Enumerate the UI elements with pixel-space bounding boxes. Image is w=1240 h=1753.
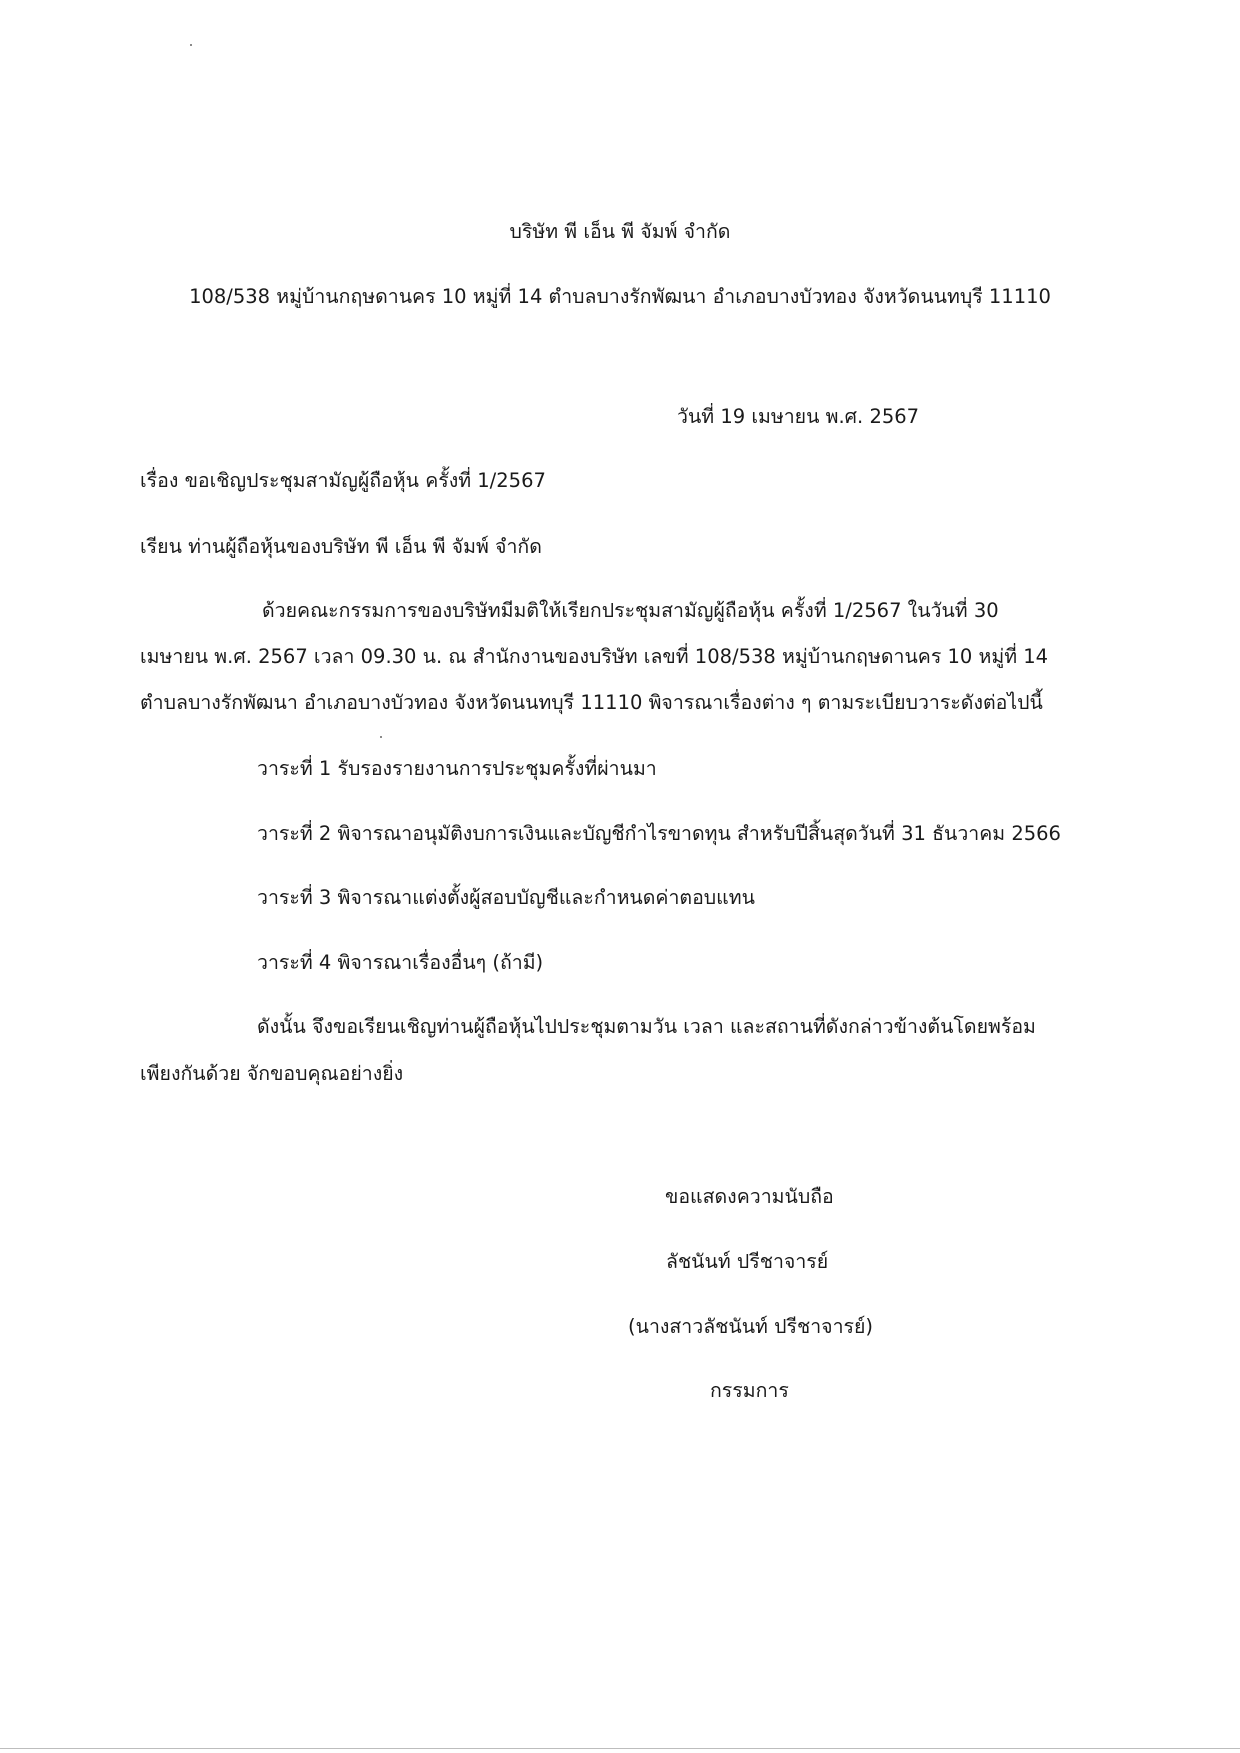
scan-edge-line <box>0 1748 1240 1749</box>
letter-date: วันที่ 19 เมษายน พ.ศ. 2567 <box>677 405 920 428</box>
body-line: ด้วยคณะกรรมการของบริษัทมีมติให้เรียกประชุมสามัญผู้ถือหุ้น ครั้งที่ 1/2567 ในวันที่ 30 <box>262 599 999 622</box>
agenda-item: วาระที่ 3 พิจารณาแต่งตั้งผู้สอบบัญชีและกำหนดค่าตอบแทน <box>257 886 755 909</box>
letter-subject: เรื่อง ขอเชิญประชุมสามัญผู้ถือหุ้น ครั้งที่ 1/2567 <box>140 469 546 492</box>
signatory-name: (นางสาวลัชนันท์ ปรีชาจารย์) <box>628 1315 874 1338</box>
closing-line: ดังนั้น จึงขอเรียนเชิญท่านผู้ถือหุ้นไปประชุมตามวัน เวลา และสถานที่ดังกล่าวข้างต้นโดยพร้อม <box>257 1015 1036 1038</box>
company-address: 108/538 หมู่บ้านกฤษดานคร 10 หมู่ที่ 14 ตำบลบางรักพัฒนา อำเภอบางบัวทอง จังหวัดนนทบุรี 11110 <box>189 285 1051 308</box>
agenda-item: วาระที่ 1 รับรองรายงานการประชุมครั้งที่ผ่านมา <box>257 757 657 780</box>
scan-speck <box>190 44 192 46</box>
company-name: บริษัท พี เอ็น พี จัมพ์ จำกัด <box>509 220 731 243</box>
closing-line: เพียงกันด้วย จักขอบคุณอย่างยิ่ง <box>140 1062 404 1085</box>
letter-salutation: เรียน ท่านผู้ถือหุ้นของบริษัท พี เอ็น พี จัมพ์ จำกัด <box>140 535 542 558</box>
agenda-item: วาระที่ 2 พิจารณาอนุมัติงบการเงินและบัญชีกำไรขาดทุน สำหรับปีสิ้นสุดวันที่ 31 ธันวาคม 2566 <box>257 822 1061 845</box>
agenda-item: วาระที่ 4 พิจารณาเรื่องอื่นๆ (ถ้ามี) <box>257 951 544 974</box>
signatory-title: กรรมการ <box>710 1379 789 1402</box>
body-line: เมษายน พ.ศ. 2567 เวลา 09.30 น. ณ สำนักงานของบริษัท เลขที่ 108/538 หมู่บ้านกฤษดานคร 10 หมู่ที่ 14 <box>140 645 1049 668</box>
scan-speck <box>380 736 382 738</box>
sign-off: ขอแสดงความนับถือ <box>665 1185 834 1208</box>
signature: ลัชนันท์ ปรีชาจารย์ <box>666 1250 829 1273</box>
body-line: ตำบลบางรักพัฒนา อำเภอบางบัวทอง จังหวัดนนทบุรี 11110 พิจารณาเรื่องต่าง ๆ ตามระเบียบวาระดังต่อไปนี้ <box>140 691 1043 714</box>
